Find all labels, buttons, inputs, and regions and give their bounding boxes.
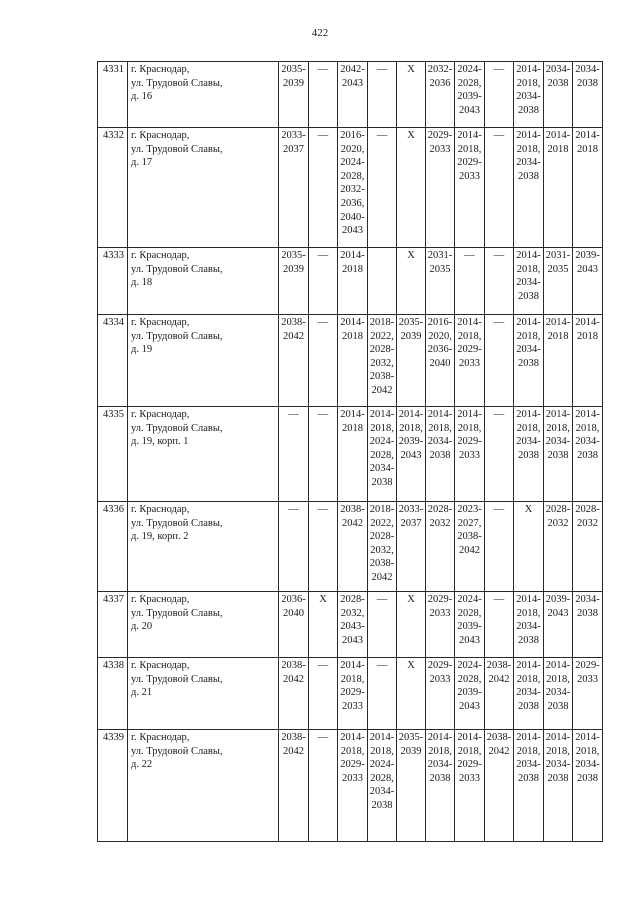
- period-cell: —: [485, 315, 514, 407]
- period-cell: 2014- 2018: [338, 315, 368, 407]
- row-number: 4333: [98, 248, 128, 315]
- period-cell: —: [309, 62, 338, 128]
- period-cell: —: [309, 502, 338, 592]
- period-cell: 2038- 2042: [485, 658, 514, 730]
- period-cell: 2032- 2036: [426, 62, 455, 128]
- period-cell: X: [397, 248, 426, 315]
- row-number: 4338: [98, 658, 128, 730]
- period-cell: 2014- 2018, 2034- 2038: [544, 730, 573, 842]
- table-row: [98, 315, 603, 407]
- period-cell: —: [485, 592, 514, 658]
- address-cell: г. Краснодар, ул. Трудовой Славы, д. 17: [128, 128, 279, 248]
- period-cell: X: [514, 502, 544, 592]
- address-cell: г. Краснодар, ул. Трудовой Славы, д. 19, корп. 2: [128, 502, 279, 592]
- period-cell: 2031- 2035: [544, 248, 573, 315]
- period-cell: 2018- 2022, 2028- 2032, 2038- 2042: [368, 315, 397, 407]
- period-cell: 2031- 2035: [426, 248, 455, 315]
- period-cell: 2016- 2020, 2024- 2028, 2032- 2036, 2040- 2043: [338, 128, 368, 248]
- period-cell: —: [279, 502, 309, 592]
- period-cell: 2014- 2018, 2034- 2038: [514, 62, 544, 128]
- period-cell: 2014- 2018, 2024- 2028, 2034- 2038: [368, 407, 397, 502]
- period-cell: 2014- 2018, 2029- 2033: [455, 407, 485, 502]
- period-cell: —: [368, 658, 397, 730]
- address-cell: г. Краснодар, ул. Трудовой Славы, д. 22: [128, 730, 279, 842]
- row-number: 4334: [98, 315, 128, 407]
- row-number: 4337: [98, 592, 128, 658]
- period-cell: —: [485, 502, 514, 592]
- period-cell: 2014- 2018, 2029- 2033: [455, 128, 485, 248]
- period-cell: 2042- 2043: [338, 62, 368, 128]
- address-cell: г. Краснодар, ул. Трудовой Славы, д. 21: [128, 658, 279, 730]
- period-cell: 2033- 2037: [397, 502, 426, 592]
- period-cell: —: [485, 407, 514, 502]
- table-row: [98, 658, 603, 730]
- table-row: [98, 407, 603, 502]
- period-cell: 2036- 2040: [279, 592, 309, 658]
- period-cell: 2024- 2028, 2039- 2043: [455, 62, 485, 128]
- period-cell: 2035- 2039: [279, 62, 309, 128]
- period-cell: 2014- 2018, 2034- 2038: [573, 407, 603, 502]
- period-cell: —: [279, 407, 309, 502]
- period-cell: 2035- 2039: [279, 248, 309, 315]
- period-cell: 2028- 2032: [544, 502, 573, 592]
- period-cell: X: [397, 128, 426, 248]
- period-cell: 2014- 2018, 2034- 2038: [514, 592, 544, 658]
- period-cell: 2014- 2018, 2034- 2038: [573, 730, 603, 842]
- period-cell: —: [309, 248, 338, 315]
- period-cell: —: [368, 592, 397, 658]
- period-cell: 2014- 2018: [573, 128, 603, 248]
- page-number: 422: [311, 27, 329, 39]
- period-cell: 2014- 2018, 2029- 2033: [338, 730, 368, 842]
- period-cell: 2034- 2038: [544, 62, 573, 128]
- period-cell: 2014- 2018, 2034- 2038: [426, 730, 455, 842]
- table-row: [98, 592, 603, 658]
- row-number: 4336: [98, 502, 128, 592]
- period-cell: 2028- 2032: [426, 502, 455, 592]
- period-cell: —: [485, 62, 514, 128]
- period-cell: 2038- 2042: [338, 502, 368, 592]
- period-cell: 2033- 2037: [279, 128, 309, 248]
- period-cell: 2014- 2018: [338, 248, 368, 315]
- period-cell: 2038- 2042: [485, 730, 514, 842]
- period-cell: 2014- 2018, 2024- 2028, 2034- 2038: [368, 730, 397, 842]
- period-cell: 2014- 2018, 2034- 2038: [514, 407, 544, 502]
- period-cell: 2014- 2018, 2034- 2038: [514, 730, 544, 842]
- row-number: 4332: [98, 128, 128, 248]
- period-cell: —: [455, 248, 485, 315]
- period-cell: 2035- 2039: [397, 315, 426, 407]
- period-cell: —: [309, 658, 338, 730]
- period-cell: 2014- 2018: [573, 315, 603, 407]
- period-cell: —: [309, 128, 338, 248]
- period-cell: —: [368, 128, 397, 248]
- period-cell: —: [309, 315, 338, 407]
- period-cell: 2014- 2018, 2034- 2038: [544, 407, 573, 502]
- period-cell: —: [485, 248, 514, 315]
- period-cell: 2014- 2018, 2029- 2033: [455, 315, 485, 407]
- period-cell: 2023- 2027, 2038- 2042: [455, 502, 485, 592]
- table-row: [98, 730, 603, 842]
- period-cell: —: [485, 128, 514, 248]
- period-cell: X: [397, 592, 426, 658]
- period-cell: 2038- 2042: [279, 315, 309, 407]
- address-cell: г. Краснодар, ул. Трудовой Славы, д. 19, корп. 1: [128, 407, 279, 502]
- table-row: [98, 62, 603, 128]
- period-cell: 2014- 2018, 2034- 2038: [426, 407, 455, 502]
- row-number: 4331: [98, 62, 128, 128]
- period-cell: 2028- 2032, 2043- 2043: [338, 592, 368, 658]
- period-cell: [368, 248, 397, 315]
- period-cell: —: [309, 730, 338, 842]
- period-cell: X: [309, 592, 338, 658]
- period-cell: 2034- 2038: [573, 62, 603, 128]
- period-cell: 2014- 2018: [544, 315, 573, 407]
- address-cell: г. Краснодар, ул. Трудовой Славы, д. 16: [128, 62, 279, 128]
- period-cell: 2024- 2028, 2039- 2043: [455, 592, 485, 658]
- period-cell: 2038- 2042: [279, 730, 309, 842]
- period-cell: 2014- 2018: [544, 128, 573, 248]
- period-cell: 2039- 2043: [573, 248, 603, 315]
- period-cell: 2014- 2018, 2034- 2038: [514, 128, 544, 248]
- period-cell: 2014- 2018, 2034- 2038: [514, 315, 544, 407]
- row-number: 4335: [98, 407, 128, 502]
- period-cell: 2014- 2018, 2034- 2038: [514, 248, 544, 315]
- address-cell: г. Краснодар, ул. Трудовой Славы, д. 20: [128, 592, 279, 658]
- table-row: [98, 128, 603, 248]
- period-cell: 2039- 2043: [544, 592, 573, 658]
- address-cell: г. Краснодар, ул. Трудовой Славы, д. 18: [128, 248, 279, 315]
- period-cell: 2024- 2028, 2039- 2043: [455, 658, 485, 730]
- period-cell: X: [397, 62, 426, 128]
- period-cell: —: [368, 62, 397, 128]
- period-cell: 2038- 2042: [279, 658, 309, 730]
- period-cell: 2029- 2033: [426, 592, 455, 658]
- period-cell: —: [309, 407, 338, 502]
- address-cell: г. Краснодар, ул. Трудовой Славы, д. 19: [128, 315, 279, 407]
- period-cell: 2016- 2020, 2036- 2040: [426, 315, 455, 407]
- period-cell: 2014- 2018: [338, 407, 368, 502]
- table-row: [98, 248, 603, 315]
- period-cell: 2028- 2032: [573, 502, 603, 592]
- period-cell: 2014- 2018, 2029- 2033: [338, 658, 368, 730]
- period-cell: 2034- 2038: [573, 592, 603, 658]
- period-cell: 2014- 2018, 2034- 2038: [514, 658, 544, 730]
- period-cell: 2035- 2039: [397, 730, 426, 842]
- schedule-table: [97, 61, 603, 842]
- table-row: [98, 502, 603, 592]
- period-cell: X: [397, 658, 426, 730]
- period-cell: 2029- 2033: [426, 128, 455, 248]
- period-cell: 2014- 2018, 2039- 2043: [397, 407, 426, 502]
- period-cell: 2014- 2018, 2029- 2033: [455, 730, 485, 842]
- period-cell: 2029- 2033: [573, 658, 603, 730]
- period-cell: 2018- 2022, 2028- 2032, 2038- 2042: [368, 502, 397, 592]
- row-number: 4339: [98, 730, 128, 842]
- period-cell: 2029- 2033: [426, 658, 455, 730]
- period-cell: 2014- 2018, 2034- 2038: [544, 658, 573, 730]
